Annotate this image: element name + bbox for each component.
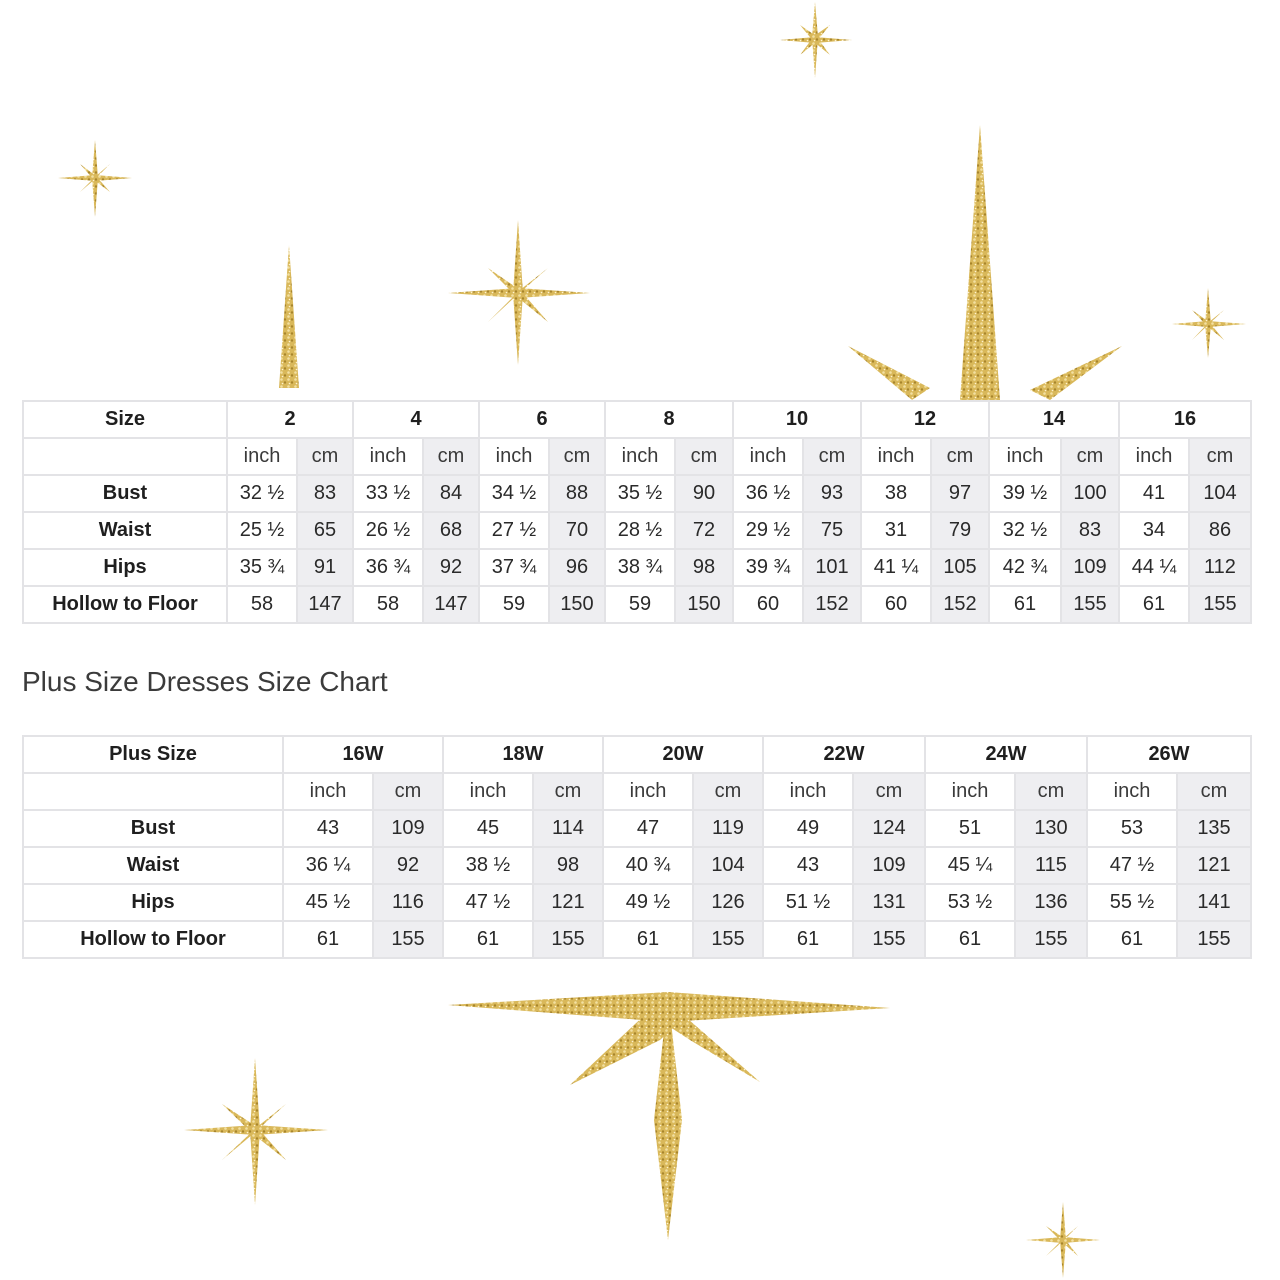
value-inch: 36 ½ (733, 475, 803, 512)
size-header: 18W (443, 736, 603, 773)
size-header: 4 (353, 401, 479, 438)
plus-size-chart-heading: Plus Size Dresses Size Chart (22, 666, 388, 697)
value-inch: 47 (603, 810, 693, 847)
value-cm: 152 (931, 586, 989, 623)
measurement-row (23, 810, 1251, 847)
size-header: 20W (603, 736, 763, 773)
value-cm: 79 (931, 512, 989, 549)
unit-inch-label: inch (479, 438, 549, 475)
value-inch: 36 ¼ (283, 847, 373, 884)
size-header-label: Plus Size (23, 736, 283, 773)
measurement-row (23, 884, 1251, 921)
measurement-label: Waist (23, 512, 227, 549)
value-cm: 75 (803, 512, 861, 549)
sparkle-star-icon (1026, 1202, 1100, 1278)
size-header: 2 (227, 401, 353, 438)
measurement-label: Hips (23, 549, 227, 586)
measurement-row (23, 586, 1251, 623)
value-inch: 32 ½ (227, 475, 297, 512)
value-cm: 90 (675, 475, 733, 512)
value-cm: 109 (853, 847, 925, 884)
measurement-row (23, 512, 1251, 549)
value-inch: 29 ½ (733, 512, 803, 549)
unit-cm-label: cm (675, 438, 733, 475)
value-cm: 121 (533, 884, 603, 921)
value-cm: 130 (1015, 810, 1087, 847)
value-inch: 40 ¾ (603, 847, 693, 884)
size-header: 8 (605, 401, 733, 438)
value-inch: 61 (1119, 586, 1189, 623)
value-inch: 32 ½ (989, 512, 1061, 549)
value-cm: 155 (1061, 586, 1119, 623)
value-inch: 51 (925, 810, 1015, 847)
size-header: 10 (733, 401, 861, 438)
unit-row-blank-cell (23, 773, 283, 810)
value-inch: 53 ½ (925, 884, 1015, 921)
unit-row (23, 438, 1251, 475)
value-inch: 61 (925, 921, 1015, 958)
value-inch: 60 (733, 586, 803, 623)
size-header-row (23, 401, 1251, 438)
value-inch: 47 ½ (1087, 847, 1177, 884)
value-inch: 34 ½ (479, 475, 549, 512)
measurement-row (23, 847, 1251, 884)
value-cm: 116 (373, 884, 443, 921)
value-cm: 105 (931, 549, 989, 586)
value-inch: 35 ½ (605, 475, 675, 512)
unit-inch-label: inch (989, 438, 1061, 475)
value-cm: 155 (533, 921, 603, 958)
value-inch: 27 ½ (479, 512, 549, 549)
measurement-label: Hollow to Floor (23, 921, 283, 958)
value-inch: 41 ¼ (861, 549, 931, 586)
value-inch: 39 ¾ (733, 549, 803, 586)
value-inch: 61 (989, 586, 1061, 623)
measurement-label: Hips (23, 884, 283, 921)
value-inch: 45 ½ (283, 884, 373, 921)
size-header: 16W (283, 736, 443, 773)
size-header: 26W (1087, 736, 1251, 773)
plus-size-chart-table (22, 735, 1252, 959)
value-inch: 41 (1119, 475, 1189, 512)
value-inch: 33 ½ (353, 475, 423, 512)
value-cm: 93 (803, 475, 861, 512)
value-cm: 101 (803, 549, 861, 586)
size-header: 24W (925, 736, 1087, 773)
value-inch: 31 (861, 512, 931, 549)
value-cm: 121 (1177, 847, 1251, 884)
unit-cm-label: cm (297, 438, 353, 475)
value-cm: 83 (297, 475, 353, 512)
unit-inch-label: inch (353, 438, 423, 475)
unit-cm-label: cm (1189, 438, 1251, 475)
unit-cm-label: cm (1015, 773, 1087, 810)
measurement-row (23, 549, 1251, 586)
value-inch: 61 (443, 921, 533, 958)
value-cm: 141 (1177, 884, 1251, 921)
value-inch: 38 ¾ (605, 549, 675, 586)
value-inch: 45 ¼ (925, 847, 1015, 884)
value-cm: 155 (853, 921, 925, 958)
measurement-row (23, 921, 1251, 958)
value-inch: 61 (1087, 921, 1177, 958)
value-inch: 42 ¾ (989, 549, 1061, 586)
unit-cm-label: cm (373, 773, 443, 810)
value-inch: 38 (861, 475, 931, 512)
value-inch: 47 ½ (443, 884, 533, 921)
value-inch: 44 ¼ (1119, 549, 1189, 586)
value-inch: 55 ½ (1087, 884, 1177, 921)
size-header: 14 (989, 401, 1119, 438)
value-inch: 58 (227, 586, 297, 623)
star-spike-icon (279, 245, 299, 388)
value-cm: 124 (853, 810, 925, 847)
unit-cm-label: cm (693, 773, 763, 810)
measurement-row (23, 475, 1251, 512)
unit-cm-label: cm (1061, 438, 1119, 475)
size-header: 22W (763, 736, 925, 773)
unit-inch-label: inch (603, 773, 693, 810)
value-cm: 91 (297, 549, 353, 586)
value-cm: 68 (423, 512, 479, 549)
sparkle-star-icon (1172, 288, 1246, 358)
unit-cm-label: cm (1177, 773, 1251, 810)
unit-inch-label: inch (1119, 438, 1189, 475)
value-cm: 65 (297, 512, 353, 549)
value-inch: 49 ½ (603, 884, 693, 921)
value-inch: 43 (763, 847, 853, 884)
value-cm: 115 (1015, 847, 1087, 884)
value-cm: 126 (693, 884, 763, 921)
sparkle-star-icon (448, 220, 590, 365)
size-header: 16 (1119, 401, 1251, 438)
value-inch: 39 ½ (989, 475, 1061, 512)
value-inch: 53 (1087, 810, 1177, 847)
large-star-icon (448, 992, 890, 1240)
unit-inch-label: inch (861, 438, 931, 475)
sparkle-star-icon (780, 2, 852, 78)
value-cm: 152 (803, 586, 861, 623)
value-inch: 37 ¾ (479, 549, 549, 586)
value-inch: 45 (443, 810, 533, 847)
value-inch: 35 ¾ (227, 549, 297, 586)
large-star-icon (848, 125, 1122, 400)
value-cm: 109 (373, 810, 443, 847)
unit-cm-label: cm (853, 773, 925, 810)
unit-inch-label: inch (1087, 773, 1177, 810)
unit-inch-label: inch (733, 438, 803, 475)
value-inch: 43 (283, 810, 373, 847)
value-cm: 92 (423, 549, 479, 586)
value-cm: 150 (549, 586, 605, 623)
value-cm: 155 (1177, 921, 1251, 958)
sparkle-star-icon (58, 140, 132, 217)
unit-row-blank-cell (23, 438, 227, 475)
measurement-label: Bust (23, 475, 227, 512)
value-cm: 147 (297, 586, 353, 623)
size-header: 12 (861, 401, 989, 438)
value-inch: 59 (479, 586, 549, 623)
unit-inch-label: inch (227, 438, 297, 475)
value-inch: 61 (763, 921, 853, 958)
value-cm: 72 (675, 512, 733, 549)
value-cm: 97 (931, 475, 989, 512)
size-header-row (23, 736, 1251, 773)
value-cm: 83 (1061, 512, 1119, 549)
value-cm: 86 (1189, 512, 1251, 549)
value-cm: 114 (533, 810, 603, 847)
value-cm: 112 (1189, 549, 1251, 586)
unit-inch-label: inch (763, 773, 853, 810)
value-inch: 58 (353, 586, 423, 623)
measurement-label: Hollow to Floor (23, 586, 227, 623)
value-cm: 100 (1061, 475, 1119, 512)
value-inch: 36 ¾ (353, 549, 423, 586)
unit-cm-label: cm (533, 773, 603, 810)
unit-inch-label: inch (605, 438, 675, 475)
value-inch: 28 ½ (605, 512, 675, 549)
size-header: 6 (479, 401, 605, 438)
value-cm: 119 (693, 810, 763, 847)
unit-row (23, 773, 1251, 810)
value-cm: 135 (1177, 810, 1251, 847)
value-cm: 104 (693, 847, 763, 884)
value-inch: 61 (283, 921, 373, 958)
value-inch: 25 ½ (227, 512, 297, 549)
unit-cm-label: cm (423, 438, 479, 475)
value-cm: 98 (675, 549, 733, 586)
value-cm: 104 (1189, 475, 1251, 512)
value-inch: 51 ½ (763, 884, 853, 921)
value-cm: 131 (853, 884, 925, 921)
value-cm: 70 (549, 512, 605, 549)
value-inch: 61 (603, 921, 693, 958)
size-header-label: Size (23, 401, 227, 438)
value-cm: 155 (693, 921, 763, 958)
value-cm: 98 (533, 847, 603, 884)
value-inch: 60 (861, 586, 931, 623)
value-cm: 92 (373, 847, 443, 884)
standard-size-chart-table (22, 400, 1252, 624)
sparkle-star-icon (184, 1058, 328, 1205)
unit-inch-label: inch (443, 773, 533, 810)
value-cm: 109 (1061, 549, 1119, 586)
unit-cm-label: cm (803, 438, 861, 475)
value-inch: 26 ½ (353, 512, 423, 549)
measurement-label: Waist (23, 847, 283, 884)
value-cm: 150 (675, 586, 733, 623)
value-cm: 155 (373, 921, 443, 958)
value-inch: 59 (605, 586, 675, 623)
value-cm: 155 (1015, 921, 1087, 958)
value-cm: 96 (549, 549, 605, 586)
value-cm: 136 (1015, 884, 1087, 921)
unit-inch-label: inch (925, 773, 1015, 810)
value-cm: 88 (549, 475, 605, 512)
measurement-label: Bust (23, 810, 283, 847)
value-inch: 38 ½ (443, 847, 533, 884)
unit-cm-label: cm (931, 438, 989, 475)
unit-cm-label: cm (549, 438, 605, 475)
value-cm: 147 (423, 586, 479, 623)
value-inch: 49 (763, 810, 853, 847)
value-inch: 34 (1119, 512, 1189, 549)
value-cm: 155 (1189, 586, 1251, 623)
value-cm: 84 (423, 475, 479, 512)
unit-inch-label: inch (283, 773, 373, 810)
